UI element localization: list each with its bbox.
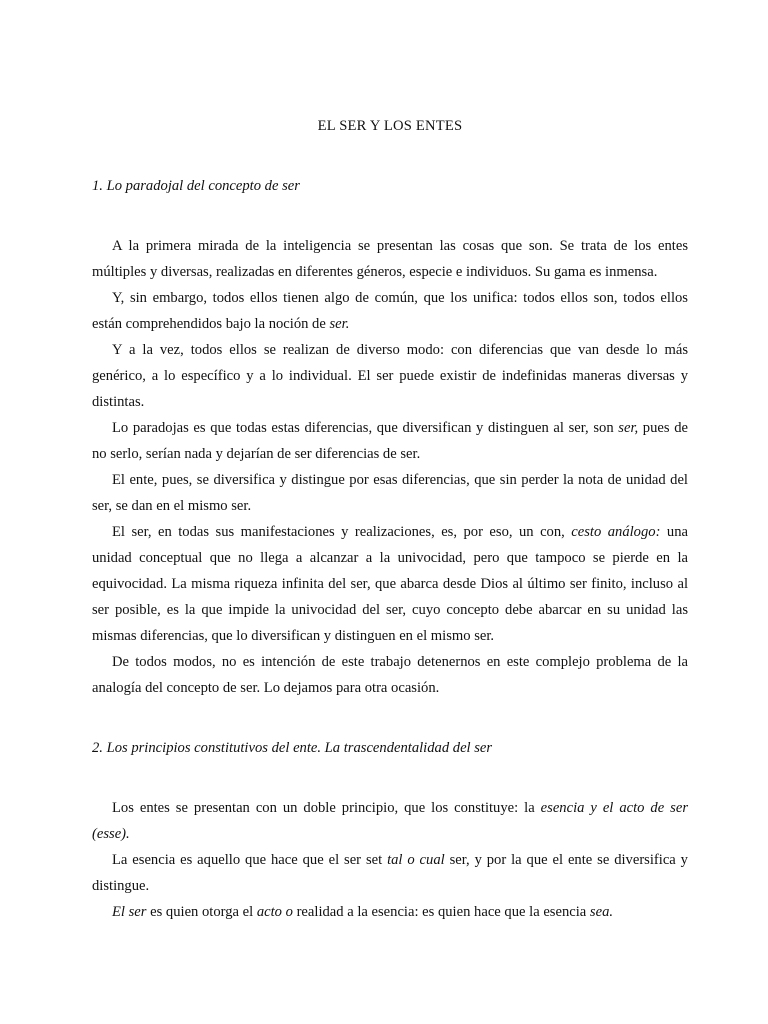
text-run: Y, sin embargo, todos ellos tienen algo de común, que los unifica: todos ellos son, todos ellos están comprehendidos bajo la noción de bbox=[92, 290, 688, 332]
paragraph bbox=[92, 415, 688, 467]
italic-text: sea. bbox=[589, 904, 614, 920]
paragraph bbox=[92, 519, 688, 649]
text-run: Y a la vez, todos ellos se realizan de diverso modo: con diferencias que van desde lo más genérico, a lo específico y a lo individual. El ser puede existir de indefinidas maneras diversas y distintas. bbox=[92, 342, 688, 410]
text-run: pues de no serlo, serían nada y dejarían de ser diferencias de ser. bbox=[92, 420, 688, 462]
paragraph bbox=[92, 233, 688, 285]
text-run: Lo paradojas es que todas estas diferencias, que diversifican y distinguen al ser, son bbox=[112, 420, 619, 436]
text-run: El ente, pues, se diversifica y distingue por esas diferencias, que sin perder la nota de unidad del ser, se dan en el mismo ser. bbox=[92, 472, 688, 514]
italic-text: tal o cual bbox=[387, 852, 445, 868]
text-run: El ser, en todas sus manifestaciones y realizaciones, es, por eso, un con, bbox=[112, 524, 572, 540]
paragraph bbox=[92, 285, 688, 337]
section-heading: 2. Los principios constitutivos del ente. La trascendentalidad del ser bbox=[92, 740, 493, 756]
text-run: De todos modos, no es intención de este trabajo detenernos en este complejo problema de la analogía del concepto de ser. Lo dejamos para otra ocasión. bbox=[92, 654, 688, 696]
italic-text: esencia y el acto de ser (esse). bbox=[92, 800, 688, 842]
paragraph bbox=[92, 847, 688, 899]
section-2 bbox=[92, 735, 688, 925]
text-run: A la primera mirada de la inteligencia se presentan las cosas que son. Se trata de los entes múltiples y diversas, realizadas en diferentes géneros, especie e individuos. Su gama es inmensa. bbox=[92, 238, 688, 280]
italic-text: ser, bbox=[618, 420, 639, 436]
text-run: La esencia es aquello que hace que el ser set bbox=[112, 852, 388, 868]
paragraph bbox=[92, 467, 688, 519]
paragraph bbox=[92, 649, 688, 701]
italic-text: El ser bbox=[112, 904, 147, 920]
text-run: ser, y por la que el ente se diversifica y distingue. bbox=[92, 852, 688, 894]
italic-text: ser. bbox=[329, 316, 350, 332]
text-run: realidad a la esencia: es quien hace que la esencia bbox=[292, 904, 590, 920]
section-heading: 1. Lo paradojal del concepto de ser bbox=[92, 178, 300, 194]
document-body bbox=[92, 173, 688, 925]
text-run: Los entes se presentan con un doble principio, que los constituye: la bbox=[112, 800, 541, 816]
paragraph bbox=[92, 337, 688, 415]
document-title: EL SER Y LOS ENTES bbox=[317, 118, 463, 134]
italic-text: cesto análogo: bbox=[571, 524, 661, 540]
section-1 bbox=[92, 173, 688, 701]
text-run: una unidad conceptual que no llega a alcanzar a la univocidad, pero que tampoco se pierde en la equivocidad. La misma riqueza infinita del ser, que abarca desde Dios al último ser finito, incluso al ser posible, es la que impide la univocidad del ser, cuyo concepto debe abarcar en su unidad las mismas diferencias, que lo diversifican y distinguen en el mismo ser. bbox=[92, 524, 688, 644]
paragraph bbox=[92, 899, 688, 925]
document-page bbox=[92, 113, 688, 925]
text-run: es quien otorga el bbox=[146, 904, 257, 920]
italic-text: acto o bbox=[256, 904, 293, 920]
paragraph bbox=[92, 795, 688, 847]
